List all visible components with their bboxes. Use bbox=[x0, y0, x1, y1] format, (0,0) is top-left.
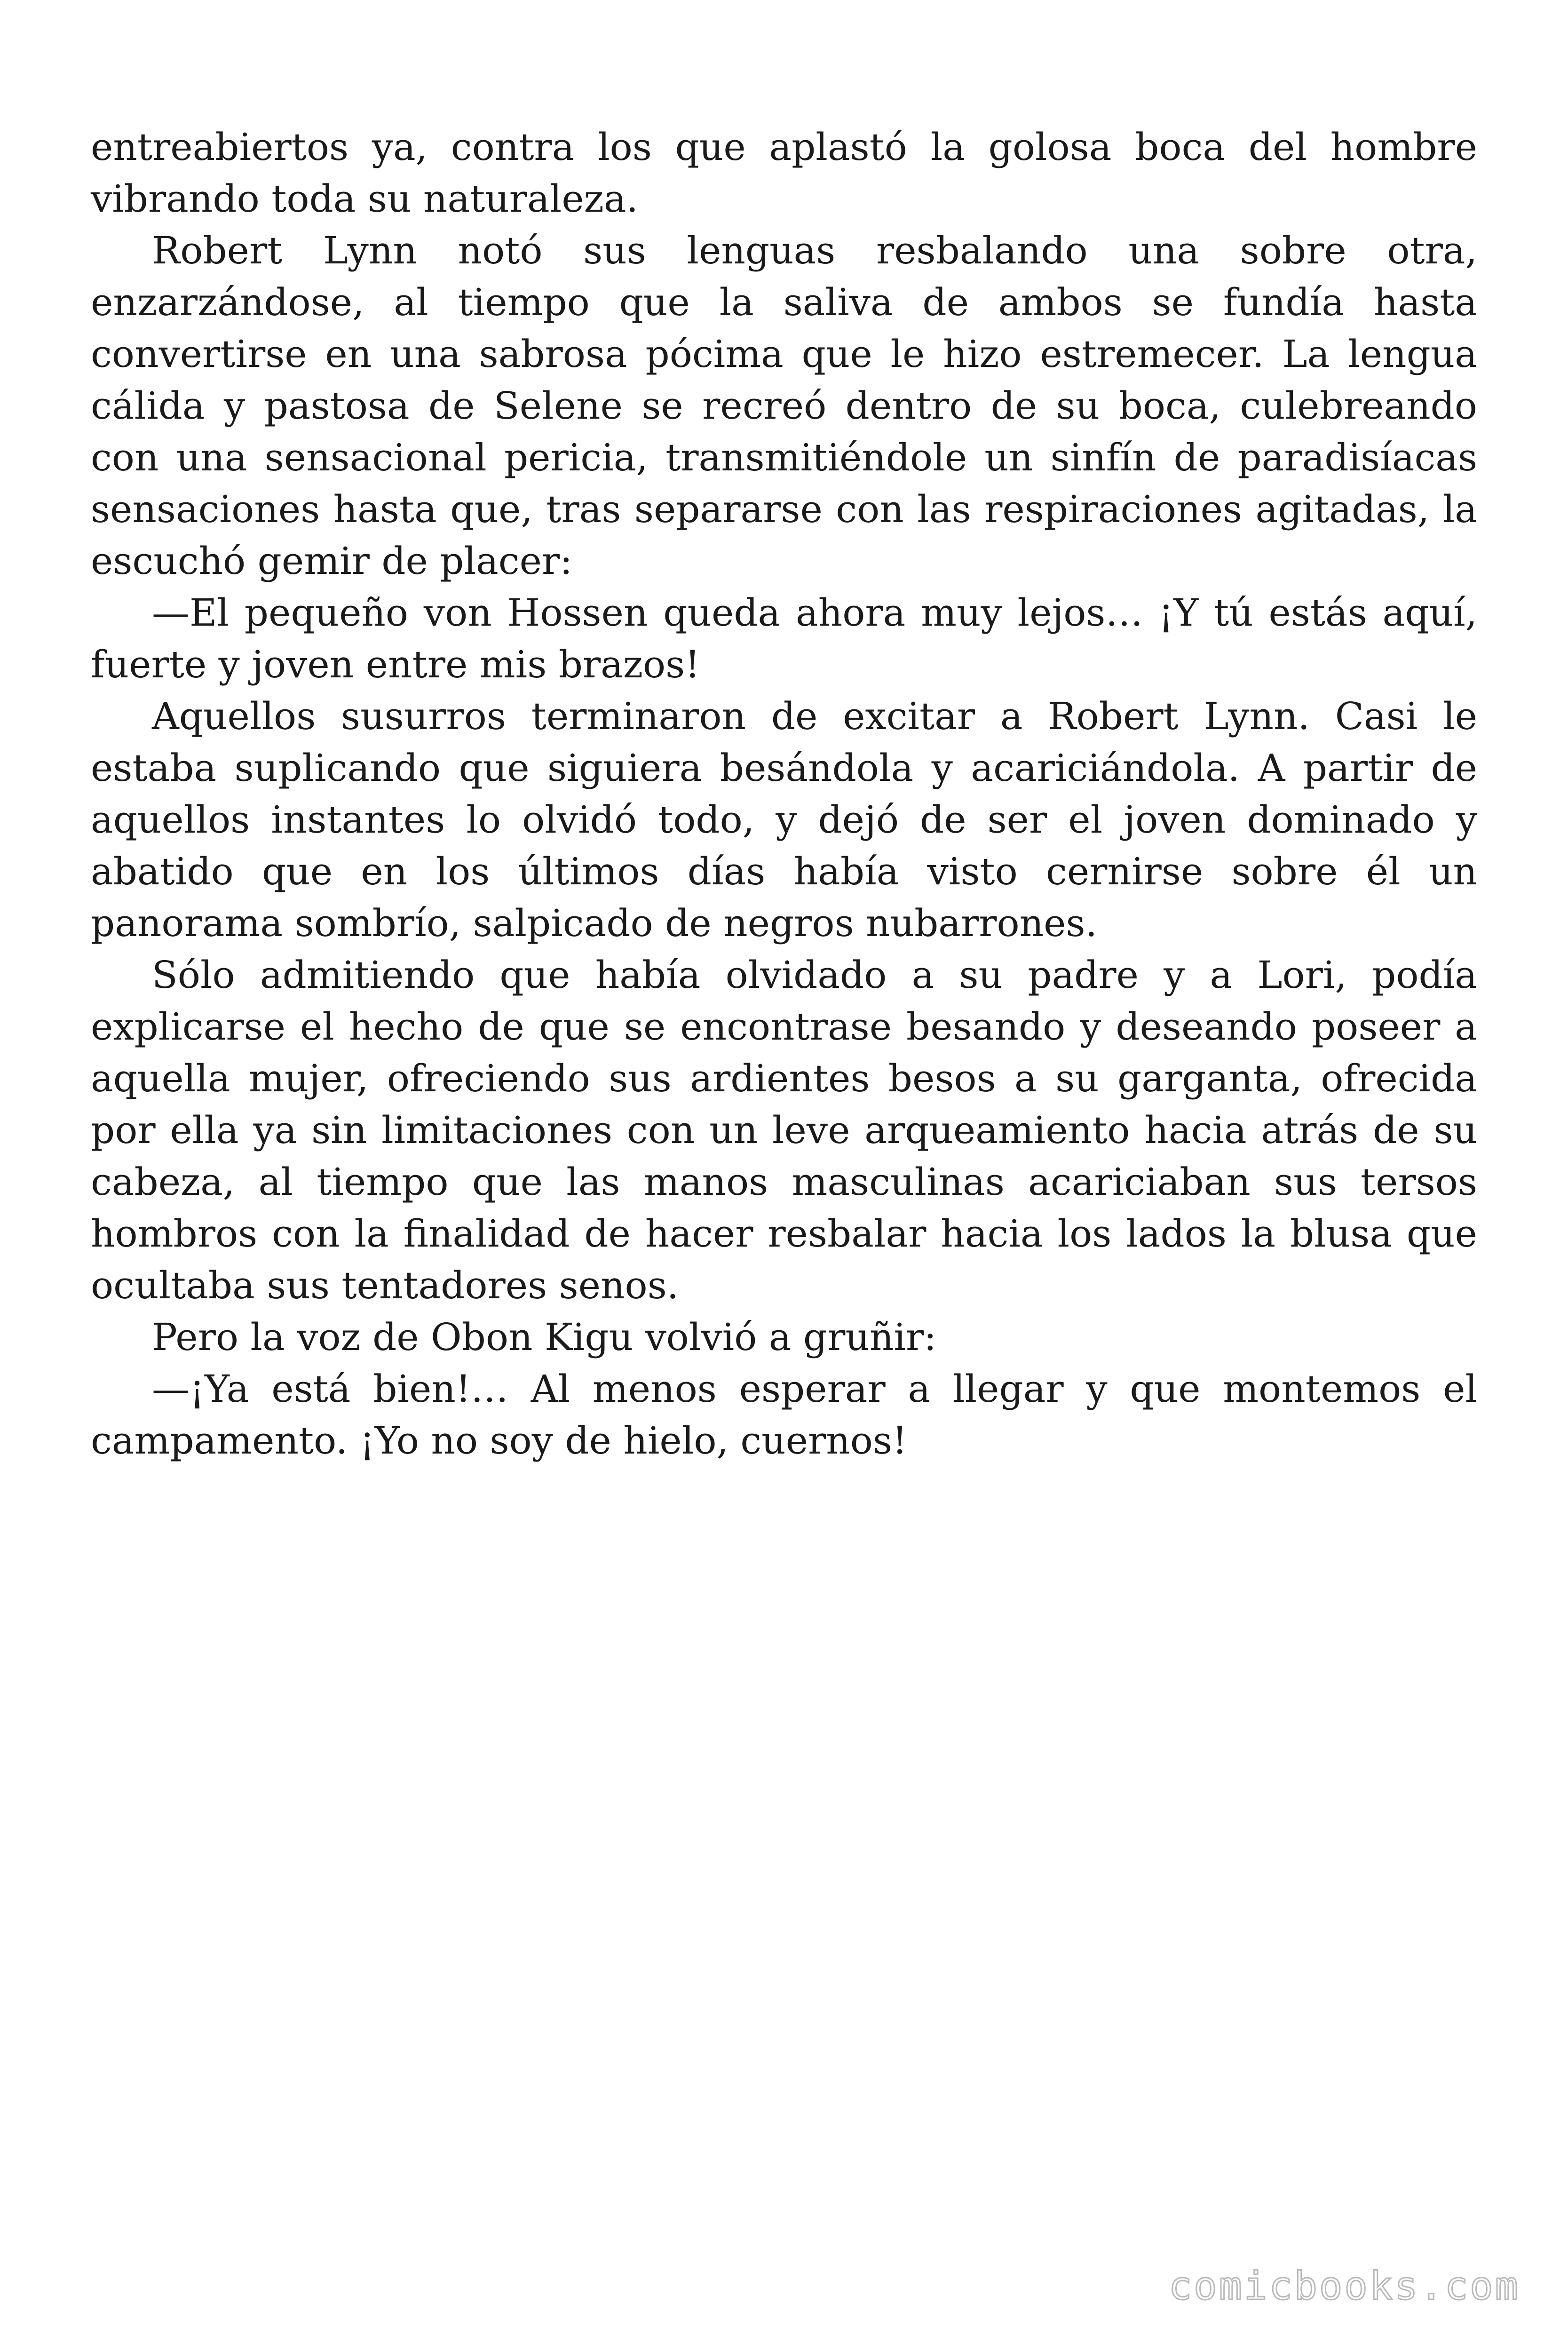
dialogue-paragraph: —¡Ya está bien!… Al menos esperar a llegar y que montemos el campamento. ¡Yo no soy de hielo, cuernos! bbox=[91, 1367, 1477, 1462]
paragraph: Pero la voz de Obon Kigu volvió a gruñir: bbox=[152, 1315, 937, 1359]
paragraph: Aquellos susurros terminaron de excitar a Robert Lynn. Casi le estaba suplicando que siguiera besándola y acariciándola. A partir de aquellos instantes lo olvidó todo, y dejó de ser el joven dominado y abatido que en los últimos días había visto cernirse sobre él un panorama sombrío, salpicado de negros nubarrones. bbox=[91, 694, 1477, 945]
watermark: comicbooks.com bbox=[1168, 2264, 1520, 2309]
body-text bbox=[91, 121, 1477, 1467]
paragraph: Sólo admitiendo que había olvidado a su padre y a Lori, podía explicarse el hecho de que se encontrase besando y deseando poseer a aquella mujer, ofreciendo sus ardientes besos a su garganta, ofrecida por ella ya sin limitaciones con un leve arqueamiento hacia atrás de su cabeza, al tiempo que las manos masculinas acariciaban sus tersos hombros con la finalidad de hacer resbalar hacia los lados la blusa que ocultaba sus tentadores senos. bbox=[91, 953, 1477, 1307]
paragraph: Robert Lynn notó sus lenguas resbalando una sobre otra, enzarzándose, al tiempo que la saliva de ambos se fundía hasta convertirse en una sabrosa pócima que le hizo estremecer. La lengua cálida y pastosa de Selene se recreó dentro de su boca, culebreando con una sensacional pericia, transmitiéndole un sinfín de paradisíacas sensaciones hasta que, tras separarse con las respiraciones agitadas, la escuchó gemir de placer: bbox=[91, 229, 1477, 583]
dialogue-paragraph: —El pequeño von Hossen queda ahora muy lejos… ¡Y tú estás aquí, fuerte y joven entre mis brazos! bbox=[91, 591, 1477, 686]
paragraph-continuation: entreabiertos ya, contra los que aplastó la golosa boca del hombre vibrando toda su naturaleza. bbox=[91, 125, 1477, 221]
